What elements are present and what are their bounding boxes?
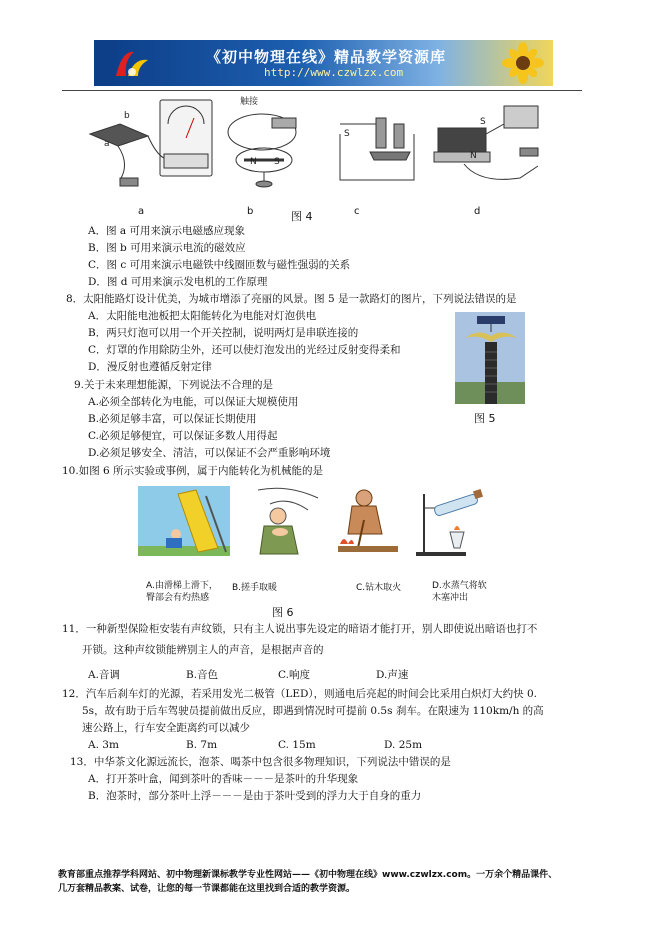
- footer-line-2: 几万套精品教案、试卷，让您的每一节课都能在这里找到合适的教学资源。: [58, 884, 356, 894]
- svg-text:a: a: [104, 139, 110, 149]
- footer-line-1: 教育部重点推荐学科网站、初中物理新课标教学专业性网站——《初中物理在线》www.czwlzx.com。一万余个精品课件、: [58, 870, 558, 880]
- fig6-label-a: A.由滑梯上滑下， 臀部会有灼热感: [146, 581, 218, 603]
- fig4-label-d: d: [474, 206, 481, 217]
- q12-stem-line1: 12．汽车后刹车灯的光源，若采用发光二极管（LED），则通电后亮起的时间会比采用白炽灯大约快 0.: [62, 688, 538, 700]
- fig4-label-b: b: [247, 206, 254, 217]
- q8-option-b: B．两只灯泡可以用一个开关控制，说明两灯是串联连接的: [88, 327, 359, 339]
- q12-option-a: A. 3m: [88, 739, 119, 751]
- q8-option-c: C．灯罩的作用除防尘外，还可以使灯泡发出的光经过反射变得柔和: [88, 344, 401, 356]
- q11-option-c: C.响度: [278, 669, 310, 681]
- q12-stem-line3: 速公路上，行车安全距离约可以减少: [82, 722, 250, 734]
- q8-option-a: A．太阳能电池板把太阳能转化为电能对灯泡供电: [88, 310, 317, 322]
- fig4-label-c: c: [354, 206, 360, 217]
- fig4-panel-c: [340, 118, 414, 180]
- fig4-panel-d: [434, 106, 538, 179]
- q11-option-b: B.音色: [186, 669, 219, 681]
- q12-option-b: B. 7m: [186, 739, 218, 751]
- q13-option-a: A．打开茶叶盒，闻到茶叶的香味－－－是茶叶的升华现象: [88, 773, 359, 785]
- fig5-caption: 图 5: [474, 412, 496, 425]
- header-divider: [62, 90, 582, 91]
- header-banner: [94, 40, 553, 86]
- q9-option-d: D.必须足够安全、清洁，可以保证不会严重影响环境: [88, 447, 331, 459]
- q8-option-d: D．漫反射也遵循反射定律: [88, 361, 212, 373]
- q9-option-c: C.必须足够便宜，可以保证多数人用得起: [88, 430, 278, 442]
- q11-option-a: A.音调: [88, 669, 120, 681]
- fig6-caption: 图 6: [272, 606, 294, 619]
- q11-stem-line2: 开锁。这种声纹锁能辨别主人的声音，是根据声音的: [82, 644, 324, 656]
- banner-title: 《初中物理在线》精品教学资源库: [206, 48, 447, 66]
- fig4-panel-b: [228, 95, 296, 187]
- q9-option-a: A.必须全部转化为电能，可以保证大规模使用: [88, 396, 299, 408]
- q7-option-c: C．图 c 可用来演示电磁铁中线圈匝数与磁性强弱的关系: [88, 259, 351, 271]
- banner-url: http://www.czwlzx.com: [264, 66, 404, 79]
- figure-4: [80, 94, 550, 204]
- site-logo-icon: [112, 46, 152, 80]
- page-footer: [58, 868, 603, 896]
- fig6-panel-a: [138, 486, 230, 556]
- figure-6: [138, 486, 492, 578]
- q11-stem-line1: 11．一种新型保险柜安装有声纹锁，只有主人说出事先设定的暗语才能打开，别人即使说出暗语也打不: [62, 623, 538, 635]
- svg-text:b: b: [124, 111, 130, 121]
- q11-option-d: D.声速: [376, 669, 409, 681]
- q7-option-b: B．图 b 可用来演示电流的磁效应: [88, 242, 246, 254]
- q12-option-c: C. 15m: [278, 739, 316, 751]
- fig6-panel-b: [230, 486, 324, 556]
- q9-option-b: B.必须足够丰富，可以保证长期使用: [88, 413, 257, 425]
- q13-stem: 13．中华茶文化源远流长，泡茶、喝茶中包含很多物理知识，下列说法中错误的是: [70, 756, 451, 768]
- svg-text:N: N: [250, 157, 257, 167]
- fig6-panel-c: [328, 486, 404, 556]
- q8-stem: 8．太阳能路灯设计优美，为城市增添了亮丽的风景。图 5 是一款路灯的图片，下列说法错误的是: [66, 293, 517, 305]
- fig4-label-a: a: [138, 206, 145, 217]
- q10-stem: 10.如图 6 所示实验或事例，属于内能转化为机械能的是: [62, 465, 324, 477]
- q12-stem-line2: 5s，故有助于后车驾驶员提前做出反应，即遇到情况时可提前 0.5s 刹车。在限速为 110km/h 的高: [82, 705, 544, 717]
- fig4-caption: 图 4: [291, 210, 313, 223]
- svg-text:S: S: [344, 129, 350, 139]
- svg-text:S: S: [274, 157, 280, 167]
- fig4-panel-a: [90, 100, 212, 186]
- figure-5-street-lamp: [455, 312, 525, 404]
- svg-text:S: S: [480, 117, 486, 127]
- q7-option-a: A．图 a 可用来演示电磁感应现象: [88, 225, 246, 237]
- fig6-label-d: D.水蒸气将软 木塞冲出: [432, 581, 487, 603]
- q9-stem: 9.关于未来理想能源，下列说法不合理的是: [74, 379, 274, 391]
- fig4-touch-label: 触接: [240, 97, 259, 107]
- fig6-label-b: B.搓手取暖: [232, 583, 278, 593]
- q12-option-d: D. 25m: [384, 739, 423, 751]
- q13-option-b: B．泡茶时，部分茶叶上浮－－－是由于茶叶受到的浮力大于自身的重力: [88, 790, 422, 802]
- fig6-panel-d: [410, 486, 492, 556]
- fig6-label-c: C.钻木取火: [356, 583, 402, 593]
- q7-option-d: D．图 d 可用来演示发电机的工作原理: [88, 276, 268, 288]
- sunflower-icon: [489, 42, 549, 84]
- svg-text:N: N: [470, 151, 477, 161]
